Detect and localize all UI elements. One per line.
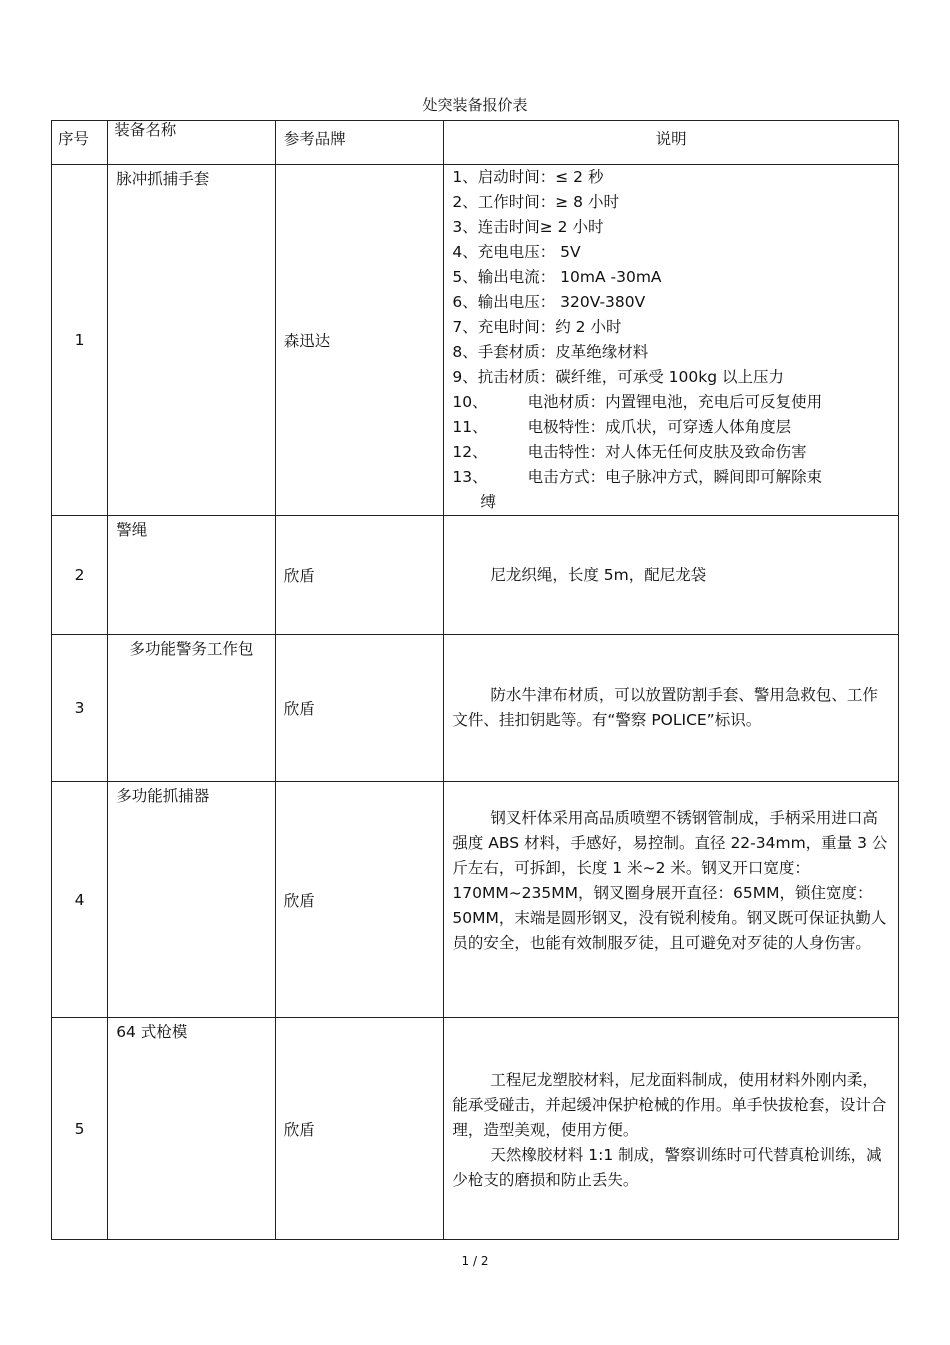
header-description: 说明 — [444, 121, 899, 165]
row-description — [444, 635, 899, 782]
spec-number: 11、 — [452, 418, 488, 436]
description-paragraph: 工程尼龙塑胶材料，尼龙面料制成，使用材料外刚内柔，能承受碰击，并起缓冲保护枪械的作用。单手快拔枪套，设计合理，造型美观，使用方便。 — [452, 1071, 887, 1139]
spec-text: 电池材质：内置锂电池，充电后可反复使用 — [527, 393, 823, 411]
table-row — [52, 635, 899, 782]
spec-item — [452, 440, 890, 465]
row-equipment-name: 脉冲抓捕手套 — [108, 165, 276, 516]
spec-text: 充电电压： 5V — [477, 243, 581, 261]
row-equipment-name: 多功能警务工作包 — [108, 635, 276, 782]
row-reference-brand: 欣盾 — [275, 782, 444, 1018]
row-equipment-name: 64 式枪模 — [108, 1018, 276, 1240]
spec-item — [452, 165, 890, 190]
spec-item — [452, 315, 890, 340]
row-equipment-name: 警绳 — [108, 516, 276, 635]
spec-number: 4、 — [452, 243, 478, 261]
spec-number: 8、 — [452, 343, 478, 361]
row-description — [444, 1018, 899, 1240]
spec-list — [452, 165, 890, 515]
equipment-quote-table — [51, 120, 899, 1240]
spec-text-continuation: 缚 — [480, 493, 496, 511]
row-serial-number: 4 — [52, 782, 108, 1018]
row-serial-number: 5 — [52, 1018, 108, 1240]
spec-text: 电击特性：对人体无任何皮肤及致命伤害 — [527, 443, 807, 461]
spec-item — [452, 465, 890, 515]
spec-item — [452, 415, 890, 440]
spec-number: 3、 — [452, 218, 478, 236]
row-reference-brand: 森迅达 — [275, 165, 444, 516]
table-header-row — [52, 121, 899, 165]
row-description — [444, 165, 899, 516]
table-row — [52, 1018, 899, 1240]
spec-item — [452, 390, 890, 415]
header-equipment-name: 装备名称 — [108, 121, 276, 165]
description-paragraph: 尼龙织绳，长度 5m，配尼龙袋 — [490, 565, 707, 584]
spec-text: 手套材质：皮革绝缘材料 — [477, 343, 649, 361]
spec-text: 工作时间：≥ 8 小时 — [477, 193, 619, 211]
table-row — [52, 516, 899, 635]
spec-number: 5、 — [452, 268, 478, 286]
row-serial-number: 3 — [52, 635, 108, 782]
spec-number: 13、 — [452, 468, 488, 486]
row-reference-brand: 欣盾 — [275, 516, 444, 635]
spec-text: 启动时间：≤ 2 秒 — [477, 168, 604, 186]
document-title: 处突装备报价表 — [422, 96, 528, 114]
spec-item — [452, 340, 890, 365]
spec-text: 抗击材质：碳纤维，可承受 100kg 以上压力 — [477, 368, 784, 386]
row-reference-brand: 欣盾 — [275, 1018, 444, 1240]
spec-number: 1、 — [452, 168, 478, 186]
row-description — [444, 516, 899, 635]
row-equipment-name: 多功能抓捕器 — [108, 782, 276, 1018]
description-paragraph: 防水牛津布材质，可以放置防割手套、警用急救包、工作文件、挂扣钥匙等。有“警察 POLICE”标识。 — [452, 686, 878, 729]
page-number: 1 / 2 — [461, 1254, 489, 1268]
spec-item — [452, 240, 890, 265]
spec-item — [452, 190, 890, 215]
spec-number: 12、 — [452, 443, 488, 461]
spec-text: 充电时间：约 2 小时 — [477, 318, 622, 336]
spec-item — [452, 365, 890, 390]
spec-item — [452, 265, 890, 290]
spec-number: 6、 — [452, 293, 478, 311]
header-serial-number: 序号 — [52, 121, 108, 165]
row-serial-number: 1 — [52, 165, 108, 516]
row-description — [444, 782, 899, 1018]
row-reference-brand: 欣盾 — [275, 635, 444, 782]
spec-number: 7、 — [452, 318, 478, 336]
spec-text: 电击方式：电子脉冲方式，瞬间即可解除束 — [527, 468, 823, 486]
table-row — [52, 165, 899, 516]
spec-text: 电极特性：成爪状，可穿透人体角度层 — [527, 418, 792, 436]
description-paragraph: 天然橡胶材料 1:1 制成，警察训练时可代替真枪训练，减少枪支的磨损和防止丢失。 — [452, 1146, 882, 1189]
spec-number: 2、 — [452, 193, 478, 211]
spec-number: 9、 — [452, 368, 478, 386]
table-row — [52, 782, 899, 1018]
spec-text: 输出电流： 10mA -30mA — [477, 268, 662, 286]
spec-item — [452, 215, 890, 240]
spec-text: 连击时间≥ 2 小时 — [477, 218, 604, 236]
spec-text: 输出电压： 320V-380V — [477, 293, 646, 311]
description-paragraph: 钢叉杆体采用高品质喷塑不锈钢管制成，手柄采用进口高强度 ABS 材料，手感好，易控制。直径 22-34mm，重量 3 公斤左右，可拆卸，长度 1 米~2 米。钢叉开口宽度： 170MM~235MM，钢叉圈身展开直径：65MM，锁住宽度： 50MM，末端是圆形钢叉，没有锐利棱角。钢叉既可保证执勤人员的安全，也能有效制服歹徒，且可避免对歹徒的人身伤害。 — [452, 809, 888, 952]
header-reference-brand: 参考品牌 — [275, 121, 444, 165]
spec-item — [452, 290, 890, 315]
spec-number: 10、 — [452, 393, 488, 411]
row-serial-number: 2 — [52, 516, 108, 635]
